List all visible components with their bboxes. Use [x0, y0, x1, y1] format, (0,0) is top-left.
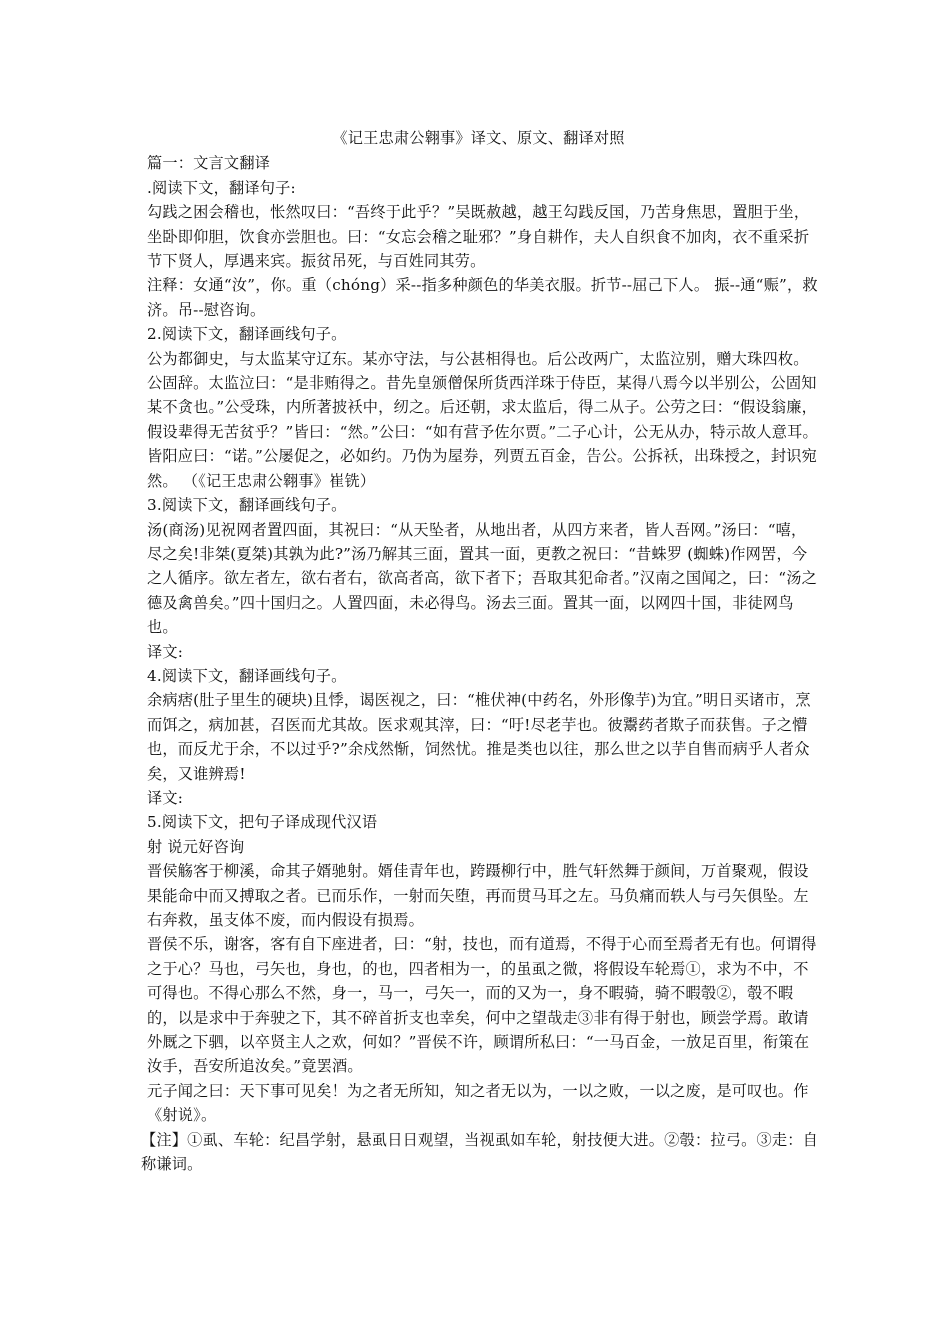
paragraph-tang-text: 汤(商汤)见祝网者置四面，其祝曰：“从天坠者，从地出者，从四方来者，皆人吾网。”汤曰：“嘻，尽之矣!非桀(夏桀)其孰为此?”汤乃解其三面，置其一面，更教之祝曰：“昔蛛罗 (蜘蛛)作网罟，今之人循序。欲左者左，欲右者右，欲高者高，欲下者下；吾取其犯命者。”汉南之国闻之，曰：“汤之德及禽兽矣。”四十国归之。人置四面，未必得鸟。汤去三面。置其一面，以网四十国，非徒网鸟也。: [147, 520, 817, 637]
paragraph-shoushuo-1: 晋侯觞客于柳溪，命其子婿驰射。婿佳青年也，跨蹑柳行中，胜气轩然舞于颜间，万首聚观，假设果能命中而又搏取之者。已而乐作，一射而矢堕，再而贯马耳之左。马负痛而轶人与弓矢俱坠。左右奔救，虽支体不废，而内假设有损焉。: [147, 862, 809, 929]
paragraph-wang-zhongsu-text: 公为都御史，与太监某守辽东。某亦守法，与公甚相得也。后公改两广，太监泣别，赠大珠四枚。公固辞。太监泣曰：“是非贿得之。昔先皇颁僧保所货西洋珠于侍臣，某得八焉今以半别公，公固知某不贪也。”公受珠，内所著披袄中，纫之。后还朝，求太监后，得二从子。公劳之曰：“假设翁廉，假设辈得无苦贫乎？”皆曰：“然。”公曰：“如有营予佐尔贾。”二子心计，公无从办，特示故人意耳。皆阳应曰：“诺。”公屡促之，必如约。乃伪为屋券，列贾五百金，告公。公拆袄，出珠授之，封识宛然。 （《记王忠肃公翱事》崔铣）: [147, 349, 818, 490]
paragraph-question-5: 5.阅读下文，把句子译成现代汉语: [147, 813, 378, 832]
paragraph-taro-text: 余病痞(肚子里生的硬块)且悸，谒医视之，曰：“椎伏神(中药名，外形像芋)为宜。”明日买诸市，烹而饵之，病加甚，召医而尤其故。医求观其滓，曰：“吁!尽老芋也。彼鬻药者欺子而获售。子之懵也，而反尤于余，不以过乎?”余戍然惭，饲然忧。推是类也以往，那么世之以芋自售而病乎人者众矣，又谁辨焉!: [147, 691, 811, 783]
paragraph-goujian-notes: 注释：女通“汝”，你。重（chóng）采--指多种颜色的华美衣服。折节--屈己下人。 振--通“赈”，救济。吊--慰咨询。: [147, 276, 818, 319]
paragraph-translation-label-1: 译文:: [147, 642, 184, 661]
paragraph-question-4: 4.阅读下文，翻译画线句子。: [147, 666, 347, 685]
paragraph-question-3: 3.阅读下文，翻译画线句子。: [147, 496, 347, 515]
document-body: [137, 126, 820, 1176]
paragraph-translation-label-2: 译文:: [147, 788, 184, 807]
paragraph-question-1: .阅读下文，翻译句子:: [147, 178, 296, 197]
paragraph-shoushuo-title: 射 说元好咨询: [147, 837, 245, 856]
paragraph-shoushuo-3: 元子闻之曰：天下事可见矣！为之者无所知，知之者无以为，一以之败，一以之废，是可叹也。作《射说》。: [147, 1081, 809, 1125]
paragraph-goujian-text: 勾践之困会稽也，怅然叹曰：“吾终于此乎？”吴既赦越，越王勾践反国，乃苦身焦思，置胆于坐，坐卧即仰胆，饮食亦尝胆也。曰：“女忘会稽之耻邪？”身自耕作，夫人自织食不加肉，衣不重采折节下贤人，厚遇来宾。振贫吊死，与百姓同其劳。: [147, 203, 810, 271]
paragraph-question-2: 2.阅读下文，翻译画线句子。: [147, 325, 347, 344]
paragraph-shoushuo-2: 晋侯不乐，谢客，客有自下座进者，曰：“射，技也，而有道焉，不得于心而至焉者无有也。何谓得之于心？马也，弓矢也，身也，的也，四者相为一，的虽虱之微，将假设车轮焉①，求为不中，不可得也。不得心那么不然，身一，马一，弓矢一，而的又为一，身不暇骑，骑不暇彀②，彀不暇的，以是求中于奔驶之下，其不碎首折支也幸矣，何中之望哉走③非有得于射也，顾尝学焉。敢请外厩之下驷，以卒贤主人之欢，何如？”晋侯不许，顾谓所私曰：“一马百金，一放足百里，衔策在汝手，吾安所追汝矣。”竟罢酒。: [147, 935, 817, 1076]
paragraph-section-heading: 篇一：文言文翻译: [147, 154, 271, 173]
paragraph-shoushuo-notes: 【注】①虱、车轮：纪昌学射，悬虱日日观望，当视虱如车轮，射技便大进。②彀：拉弓。③走：自称谦词。: [141, 1130, 819, 1174]
document-title: 《记王忠肃公翱事》译文、原文、翻译对照: [332, 129, 625, 147]
